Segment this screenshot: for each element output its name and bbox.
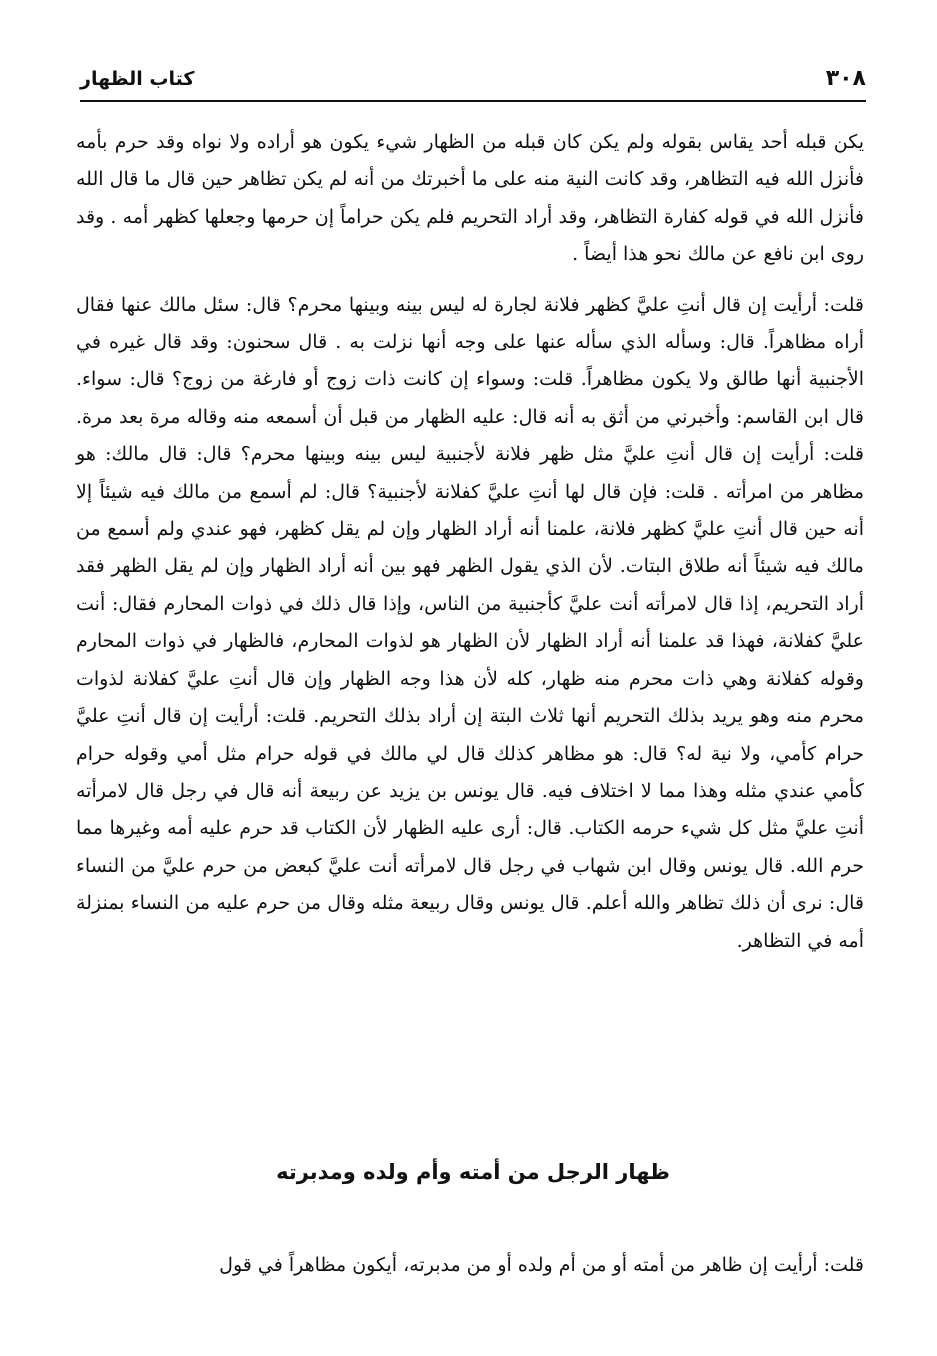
running-title: كتاب الظهار [80, 68, 195, 90]
paragraph: قلت: أرأيت إن قال أنتِ عليَّ كظهر فلانة لجارة له ليس بينه وبينها محرم؟ قال: سئل مالك عنها فقال أراه مظاهراً. قال: وسأله الذي سأله عنها على وجه أنها نزلت به . قال سحنون: وقد قال غيره في الأجنبية أنها طالق ولا يكون مظاهراً. قلت: وسواء إن كانت ذات زوج أو فارغة من زوج؟ قال: سواء. قال ابن القاسم: وأخبرني من أثق به أنه قال: عليه الظهار من قبل أن أسمعه منه وقاله مرة بعد مرة. قلت: أرأيت إن قال أنتِ عليَّ مثل ظهر فلانة لأجنبية ليس بينه وبينها محرم؟ قال: قال مالك: هو مظاهر من امرأته . قلت: فإن قال لها أنتِ عليَّ كفلانة لأجنبية؟ قال: لم أسمع من مالك فيه شيئاً إلا أنه حين قال أنتِ عليَّ كظهر فلانة، علمنا أنه أراد الظهار وإن لم يقل كظهر، فهو عندي ولم أسمع من مالك فيه شيئاً أنه طلاق البتات. لأن الذي يقول الظهر فهو بين أنه أراد الظهار وإن لم يقل الظهر فقد أراد التحريم، إذا قال لامرأته أنت عليَّ كأجنبية من الناس، وإذا قال ذلك في ذوات المحارم فقال: أنت عليَّ كفلانة، فهذا قد علمنا أنه أراد الظهار لأن الظهار هو لذوات المحارم، فالظهار في ذوات المحارم وقوله كفلانة وهي ذات محرم منه ظهار، كله لأن هذا وجه الظهار وإن قال أنتِ عليَّ كفلانة لذوات محرم منه وهو يريد بذلك التحريم أنها ثلاث البتة إن أراد بذلك التحريم. قلت: أرأيت إن قال أنتِ عليَّ حرام كأمي، ولا نية له؟ قال: هو مظاهر كذلك قال لي مالك في قوله حرام مثل أمي وقوله حرام كأمي عندي مثله وهذا مما لا اختلاف فيه. قال يونس بن يزيد عن ربيعة أنه قال في رجل قال لامرأته أنتِ عليَّ مثل كل شيء حرمه الكتاب. قال: أرى عليه الظهار لأن الكتاب قد حرم عليه أمه وغيرها مما حرم الله. قال يونس وقال ابن شهاب في رجل قال لامرأته أنت عليَّ كبعض من حرم عليَّ من النساء قال: نرى أن ذلك تظاهر والله أعلم. قال يونس وقال ربيعة مثله وقال من حرم عليه من النساء بمنزلة أمه في التظاهر. [76, 293, 864, 952]
main-text [76, 124, 864, 960]
header-rule [80, 100, 866, 102]
section-opening-paragraph: قلت: أرأيت إن ظاهر من أمته أو من أم ولده أو من مدبرته، أيكون مظاهراً في قول [219, 1254, 864, 1276]
page-number: ٣٠٨ [825, 66, 866, 91]
page-header [80, 62, 866, 102]
paragraph: يكن قبله أحد يقاس بقوله ولم يكن كان قبله من الظهار شيء يكون هو أراده ولا نواه وقد حرم بأمه فأنزل الله فيه التظاهر، وقد كانت النية منه على ما أخبرتك من أنه لم يكن تظاهر حين قال ما قال الله فأنزل الله في قوله كفارة التظاهر، وقد أراد التحريم فلم يكن حراماً إن حرمها وجعلها كظهر أمه . وقد روى ابن نافع عن مالك نحو هذا أيضاً . [76, 131, 864, 266]
section-heading: ظهار الرجل من أمته وأم ولده ومدبرته [276, 1160, 670, 1184]
